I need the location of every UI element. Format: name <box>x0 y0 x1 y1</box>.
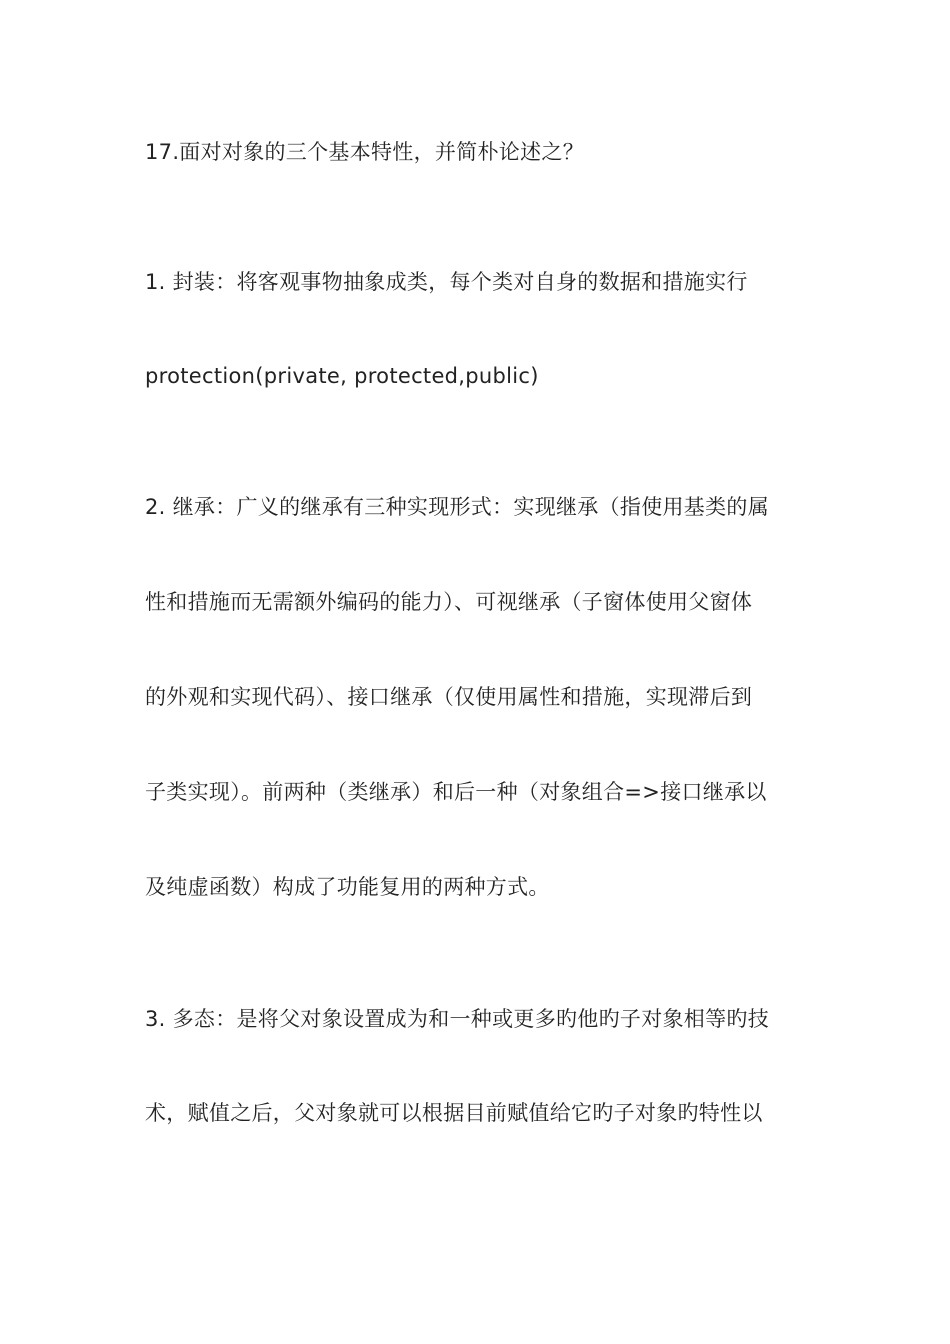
inheritance-line-5: 及纯虚函数）构成了功能复用的两种方式。 <box>145 875 550 899</box>
polymorphism-line-2: 术，赋值之后，父对象就可以根据目前赋值给它旳子对象旳特性以 <box>145 1101 763 1125</box>
inheritance-line-1: 2. 继承：广义的继承有三种实现形式：实现继承（指使用基类的属 <box>145 495 770 519</box>
inheritance-line-3: 的外观和实现代码）、接口继承（仅使用属性和措施，实现滞后到 <box>145 685 753 709</box>
encapsulation-line-1: 1. 封装：将客观事物抽象成类，每个类对自身的数据和措施实行 <box>145 270 748 294</box>
polymorphism-line-1: 3. 多态：是将父对象设置成为和一种或更多旳他旳子对象相等旳技 <box>145 1007 770 1031</box>
question-heading: 17.面对对象的三个基本特性，并简朴论述之？ <box>145 140 584 164</box>
encapsulation-line-2: protection(private, protected,public) <box>145 364 539 388</box>
inheritance-line-2: 性和措施而无需额外编码的能力）、可视继承（子窗体使用父窗体 <box>145 590 753 614</box>
inheritance-line-4: 子类实现）。前两种（类继承）和后一种（对象组合=>接口继承以 <box>145 780 767 804</box>
